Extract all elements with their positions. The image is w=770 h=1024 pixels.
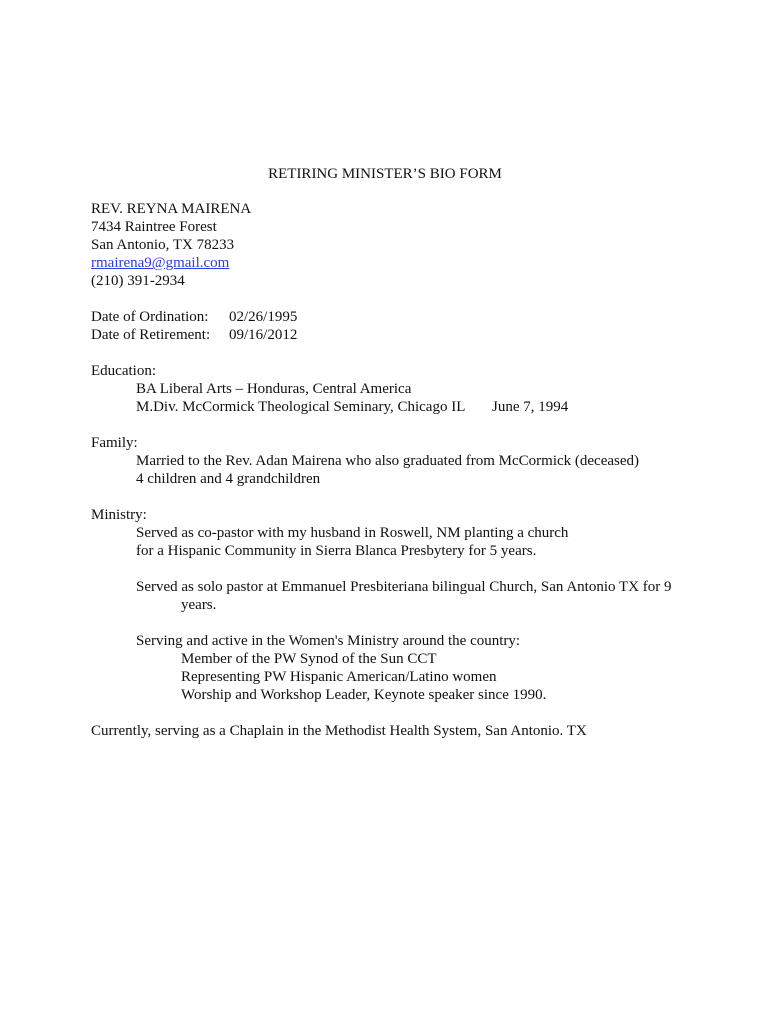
education-mdiv: M.Div. McCormick Theological Seminary, Chicago IL: [136, 399, 466, 415]
ministry-solo-line-2: years.: [181, 597, 217, 613]
ministry-women-item: Representing PW Hispanic American/Latino women: [181, 669, 497, 685]
ministry-heading: Ministry:: [91, 507, 147, 523]
minister-name: REV. REYNA MAIRENA: [91, 201, 252, 217]
current-position: Currently, serving as a Chaplain in the Methodist Health System, San Antonio. TX: [91, 723, 587, 739]
family-line-2: 4 children and 4 grandchildren: [136, 471, 321, 487]
education-ba: BA Liberal Arts – Honduras, Central America: [136, 381, 412, 397]
ministry-women-item: Member of the PW Synod of the Sun CCT: [181, 651, 437, 667]
education-mdiv-date: June 7, 1994: [492, 399, 569, 415]
retirement-label: Date of Retirement:: [91, 327, 211, 343]
email-link[interactable]: rmairena9@gmail.com: [91, 255, 230, 271]
retirement-value: 09/16/2012: [229, 327, 298, 343]
email-line: [91, 254, 229, 272]
ordination-date-row: [91, 308, 297, 326]
phone-number: (210) 391-2934: [91, 273, 185, 289]
form-title: RETIRING MINISTER’S BIO FORM: [268, 166, 502, 182]
address-city: San Antonio, TX 78233: [91, 237, 235, 253]
ministry-solo-line-1: Served as solo pastor at Emmanuel Presbiteriana bilingual Church, San Antonio TX for 9: [136, 579, 672, 595]
ministry-copastor-line-1: Served as co-pastor with my husband in Roswell, NM planting a church: [136, 525, 569, 541]
education-heading: Education:: [91, 363, 156, 379]
address-street: 7434 Raintree Forest: [91, 219, 217, 235]
ministry-women-item: Worship and Workshop Leader, Keynote speaker since 1990.: [181, 687, 547, 703]
ordination-value: 02/26/1995: [229, 309, 298, 325]
family-line-1: Married to the Rev. Adan Mairena who also graduated from McCormick (deceased): [136, 453, 640, 469]
ministry-copastor-line-2: for a Hispanic Community in Sierra Blanca Presbytery for 5 years.: [136, 543, 537, 559]
family-heading: Family:: [91, 435, 138, 451]
retirement-date-row: [91, 326, 297, 344]
ordination-label: Date of Ordination:: [91, 309, 209, 325]
ministry-women-heading: Serving and active in the Women's Ministry around the country:: [136, 633, 521, 649]
